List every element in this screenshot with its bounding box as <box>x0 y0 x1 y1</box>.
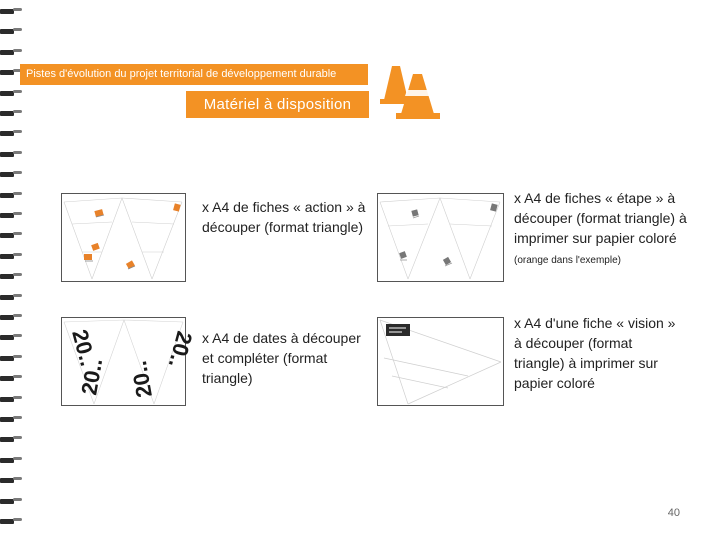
binding-ring <box>0 253 22 260</box>
date-label-4: 20.. <box>125 358 157 400</box>
binding-ring <box>0 436 22 443</box>
binding-ring <box>0 396 22 403</box>
binding-ring <box>0 171 22 178</box>
binding-ring <box>0 28 22 35</box>
date-label-3: 20.. <box>76 356 108 397</box>
binding-ring <box>0 477 22 484</box>
step-sheets-thumbnail <box>377 193 504 282</box>
binding-ring <box>0 151 22 158</box>
step-sheets-note: (orange dans l'exemple) <box>514 255 621 266</box>
binding-ring <box>0 416 22 423</box>
binding-ring <box>0 498 22 505</box>
binding-ring <box>0 69 22 76</box>
vision-sheet-description: x A4 d'une fiche « vision » à découper (format triangle) à imprimer sur papier coloré <box>514 315 676 391</box>
binding-ring <box>0 90 22 97</box>
binding-ring <box>0 192 22 199</box>
date-label-2: 20.. <box>163 328 198 371</box>
action-sheets-description: x A4 de fiches « action » à découper (format triangle) <box>202 199 366 235</box>
binding-ring <box>0 273 22 280</box>
page-number: 40 <box>667 507 680 519</box>
binding-ring <box>0 294 22 301</box>
dates-sheets-thumbnail <box>61 317 198 406</box>
traffic-cones-icon <box>378 62 444 122</box>
binding-ring <box>0 49 22 56</box>
action-sheets-thumbnail <box>61 193 186 282</box>
date-label-1: 20.. <box>67 326 101 369</box>
binding-ring <box>0 314 22 321</box>
binding-ring <box>0 334 22 341</box>
binding-ring <box>0 8 22 15</box>
vision-sheet-thumbnail <box>377 317 504 406</box>
binding-ring <box>0 212 22 219</box>
step-sheets-description <box>514 188 694 271</box>
binding-ring <box>0 130 22 137</box>
binding-ring <box>0 110 22 117</box>
binding-ring <box>0 232 22 239</box>
binding-ring <box>0 355 22 362</box>
dates-sheets-description: x A4 de dates à découper et compléter (format triangle) <box>202 330 361 386</box>
binding-ring <box>0 518 22 525</box>
binding-ring <box>0 457 22 464</box>
banner-title: Pistes d'évolution du projet territorial de développement durable <box>20 64 368 85</box>
binding-ring <box>0 375 22 382</box>
step-sheets-text: x A4 de fiches « étape » à découper (format triangle) à imprimer sur papier coloré <box>514 190 687 246</box>
section-title: Matériel à disposition <box>186 91 369 118</box>
